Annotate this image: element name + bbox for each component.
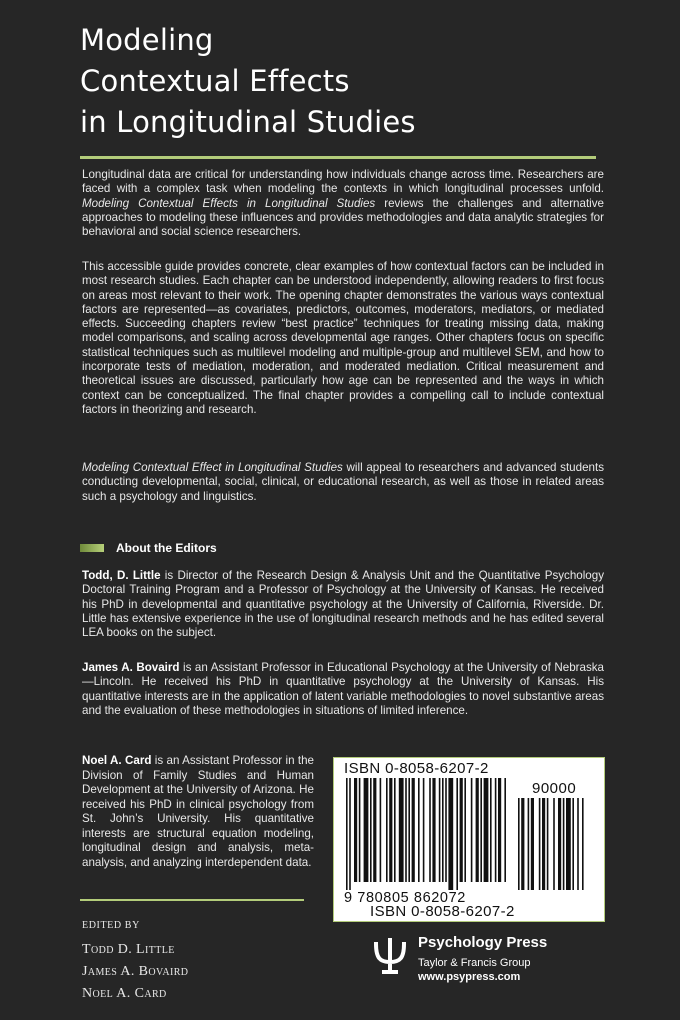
barcode-bar: [408, 778, 410, 882]
edited-by-block: [82, 920, 188, 1005]
isbn-barcode: [333, 757, 605, 922]
barcode-bar: [370, 778, 372, 882]
barcode-bar: [495, 778, 497, 882]
edited-name-3: Noel A. Card: [82, 986, 167, 1001]
p1-text-b: reviews the challenges and alternative approaches to modeling these influences and provides methodologies and data analytic strategies for behavioral and social science researchers.: [82, 196, 604, 239]
barcode-bar: [405, 778, 407, 882]
barcode-bar: [553, 798, 555, 890]
editor-bio-1: [82, 569, 604, 640]
publisher-name: Psychology Press: [418, 934, 548, 951]
barcode-bar: [566, 798, 571, 890]
barcode-bar: [471, 778, 473, 882]
editor3-bio: is an Assistant Professor in the Division of Family Studies and Human Development at the University of Arizona. He received his PhD in clinical psychology from St. John’s University. His quantitative interests are structural equation modeling, longitudinal design and analysis, meta-analysis, and analyzing interdependent data.: [82, 754, 314, 869]
psi-icon: [370, 936, 410, 976]
intro-paragraph-3: [82, 461, 604, 504]
barcode-bar: [418, 778, 420, 882]
edited-divider: [80, 899, 304, 901]
barcode-bar: [464, 778, 466, 882]
p3-book-title: Modeling Contextual Effect in Longitudinal Studies: [82, 461, 343, 474]
section-marker: [80, 544, 104, 552]
about-heading: About the Editors: [116, 541, 217, 555]
barcode-bar: [563, 798, 565, 890]
barcode-bar: [364, 778, 369, 882]
title-line-2: Contextual Effects: [80, 64, 350, 98]
barcode-bar: [399, 778, 404, 882]
barcode-bar: [423, 778, 425, 882]
addon-barcode-bars: [518, 798, 592, 890]
editor1-name: Todd, D. Little: [82, 569, 161, 582]
publisher-logo: [370, 934, 547, 984]
p3-text: will appeal to researchers and advanced students conducting developmental, social, clinical, or educational research, as well as those in related areas such a psychology and linguistics.: [82, 461, 604, 503]
about-editors-header: [80, 540, 217, 556]
barcode-bar: [456, 778, 458, 890]
title-line-3: in Longitudinal Studies: [80, 105, 416, 139]
barcode-bar: [498, 778, 501, 882]
barcode-bar: [558, 798, 561, 890]
barcode-bar: [380, 778, 382, 882]
barcode-bar: [442, 778, 444, 882]
barcode-digits: 9 780805 862072: [344, 890, 466, 906]
editor1-bio: is Director of the Research Design & Analysis Unit and the Quantitative Psychology Doctoral Training Program and a Professor of Psychology at the University of Kansas. He received his PhD in developmental and quantitative psychology at the University of California, Riverside. Dr. Little has extensive experience in the use of longitudinal research methods and he has edited several LEA books on the subject.: [82, 569, 605, 640]
barcode-bar: [386, 778, 388, 882]
barcode-bar: [528, 798, 530, 890]
barcode-bar: [349, 778, 351, 890]
p1-book-title: Modeling Contextual Effects in Longitudinal Studies: [82, 196, 376, 210]
barcode-bar: [480, 778, 482, 882]
barcode-bar: [445, 778, 447, 882]
barcode-bar: [359, 778, 361, 882]
barcode-bar: [432, 778, 435, 882]
barcode-bar: [373, 778, 376, 882]
intro-paragraph-1: [82, 168, 604, 239]
editor2-name: James A. Bovaird: [82, 661, 180, 674]
barcode-bar: [429, 778, 431, 882]
title-divider: [80, 156, 596, 159]
barcode-bar: [354, 778, 357, 882]
barcode-bar: [439, 778, 441, 882]
barcode-bar: [504, 778, 506, 882]
barcode-bar: [572, 798, 574, 890]
price-code: 90000: [532, 780, 577, 797]
barcode-bar: [521, 798, 524, 890]
barcode-bar: [448, 778, 453, 890]
p2-text: This accessible guide provides concrete, clear examples of how contextual factors can be included in most research studies. Each chapter can be understood independently, allowing readers to first focus on areas most relevant to their work. The opening chapter demonstrates the various ways contextual factors are represented—as covariates, predictors, outcomes, moderators, mediators, or mediated effects. Succeeding chapters review “best practice” techniques for treating missing data, making model comparisons, and scaling across developmental age ranges. Other chapters focus on specific statistical techniques such as multilevel modeling and multiple-group and multilevel SEM, and how to incorporate tests of mediation, moderation, and moderated mediation. Critical measurement and theoretical issues are discussed, particularly how age can be represented and the ways in which context can be conceptualized. The final chapter provides a compelling call to include contextual factors in theorizing and research.: [82, 260, 604, 416]
edited-by-label: EDITED BY: [82, 920, 140, 931]
book-title: [80, 20, 416, 143]
barcode-bar: [484, 778, 489, 882]
ean-barcode-bars: [346, 778, 506, 890]
edited-name-2: James A. Bovaird: [82, 964, 189, 979]
barcode-bar: [346, 778, 348, 890]
barcode-bar: [531, 798, 534, 890]
barcode-bar: [542, 798, 545, 890]
editor3-name: Noel A. Card: [82, 754, 152, 767]
edited-name-1: Todd D. Little: [82, 942, 175, 957]
barcode-bar: [518, 798, 520, 890]
p1-text-a: Longitudinal data are critical for understanding how individuals change across time. Researchers are faced with a complex task when modeling the contexts in which longitudinal processes unfold.: [82, 168, 604, 196]
barcode-bar: [460, 778, 463, 882]
editor2-bio: is an Assistant Professor in Educational Psychology at the University of Nebraska—Lincoln. He received his PhD in quantitative psychology at the University of Kansas. His quantitative interests are in the application of latent variable methodologies to novel substantive areas and the evaluation of these methodologies in situations of limited inference.: [82, 661, 604, 717]
publisher-url[interactable]: www.psypress.com: [418, 971, 521, 983]
title-line-1: Modeling: [80, 23, 214, 57]
publisher-group: Taylor & Francis Group: [418, 957, 531, 969]
isbn-bottom-text: ISBN 0-8058-6207-2: [370, 903, 515, 920]
isbn-top-text: ISBN 0-8058-6207-2: [344, 760, 489, 777]
barcode-bar: [582, 798, 584, 890]
barcode-bar: [547, 798, 549, 890]
barcode-bar: [490, 778, 492, 882]
barcode-bar: [539, 798, 541, 890]
editor-bio-2: [82, 661, 604, 718]
barcode-bar: [476, 778, 479, 882]
barcode-bar: [412, 778, 415, 882]
barcode-bar: [389, 778, 392, 882]
intro-paragraph-2: [82, 260, 604, 417]
barcode-bar: [394, 778, 396, 882]
editor-bio-3: [82, 754, 314, 870]
barcode-bar: [577, 798, 579, 890]
